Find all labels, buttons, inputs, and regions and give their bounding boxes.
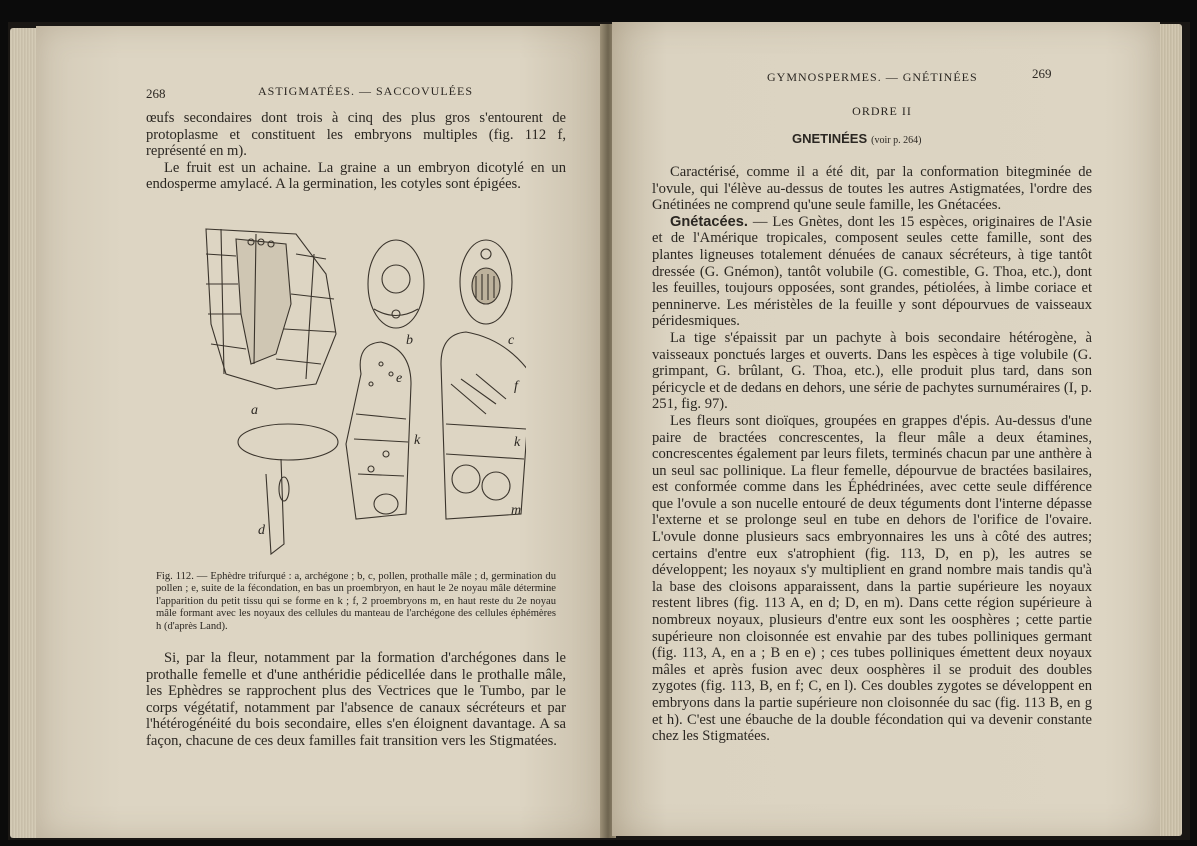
text-block-top xyxy=(146,110,566,193)
page-number: 268 xyxy=(146,86,166,101)
figure-label: k xyxy=(414,433,421,448)
section-reference: (voir p. 264) xyxy=(871,135,922,146)
figure-label: d xyxy=(258,523,265,538)
running-head: ASTIGMATÉES. — SACCOVULÉES xyxy=(258,84,474,98)
text-block xyxy=(652,164,1092,745)
figure-112-illustration xyxy=(196,214,526,564)
figure-label: k xyxy=(514,435,521,450)
figure-label: c xyxy=(508,333,515,348)
page-number: 269 xyxy=(1032,66,1052,81)
running-head: GYMNOSPERMES. — GNÉTINÉES xyxy=(767,70,978,84)
paragraph: Le fruit est un achaine. La graine a un embryon dicotylé en un endosperme amylacé. A la germination, les cotyles sont épigées. xyxy=(146,159,566,193)
proembryon-f-drawing xyxy=(441,332,526,519)
figure-label: b xyxy=(406,333,413,348)
paragraph: Les fleurs sont dioïques, groupées en grappes d'épis. Au-dessus d'une paire de bractées concrescentes, la fleur mâle a deux étamines, concrescentes également par leurs filets, terminés chacun par une anthère à un seul sac pollinique. La fleur femelle, dépourvue de bractées basilaires, est conformée comme dans les Éphédrinées, avec cette seule différence que l'ovule a son nucelle entouré de deux téguments dont l'interne dépasse l'externe et se prolonge seul en tube en dehors de l'orifice de l'ovaire. L'ovule donne plusieurs sacs embryonnaires les uns à côté des autres; certains d'entre eux s'atrophient (fig. 113, D, en p), les autres se développent; les noyaux s'y multiplient en grand nombre mais tandis qu'à la base des cloisons apparaissent, dans la partie supérieure les noyaux restent libres (fig. 113 A, en d; D, en m). Dans cette région supérieure à nombreux noyaux, plusieurs d'entre eux sont les oosphères ; cette partie supérieure non cloisonnée est envahie par des tubes polliniques germant (fig. 113, A, en a ; B en e) ; ces tubes polliniques émettent deux noyaux mâles et après fusion avec deux oosphères il se produit des doubles zygotes (fig. 113, B, en f; C, en l). Ces doubles zygotes se développent en embryons dans la partie supérieure non cloisonnée du sac (fig. 113 B, en g et h). C'est une ébauche de la double fécondation qui va devenir constante chez les Stigmatées. xyxy=(652,412,1092,745)
family-title: Gnétacées. xyxy=(670,213,748,230)
paragraph: Caractérisé, comme il a été dit, par la conformation bitegminée de l'ovule, qui l'élève au-dessus de toutes les autres Astigmatées, l'ordre des Gnétinées ne comprend qu'une seule famille, les Gnétacées. xyxy=(652,164,1092,214)
figure-label: a xyxy=(251,403,258,418)
paragraph: Si, par la fleur, notamment par la formation d'archégones dans le prothalle femelle et d'une anthéridie pédicellée dans le prothalle mâle, les Ephèdres se rapprochent plus des Vectrices que le Tumbo, par le corps végétatif, notamment par l'absence de canaux sécréteurs et par l'hétérogénéité du bois secondaire, elles s'en éloignent davantage. A sa façon, chacune de ces deux familles fait transition vers les Stigmatées. xyxy=(146,650,566,749)
paragraph-text: — Les Gnètes, dont les 15 espèces, originaires de l'Asie et de l'Amérique tropicales, composent seules cette famille, sont des plantes ligneuses totalement dénuées de canaux sécréteurs, à tige tantôt dressée (G. Gnémon), tantôt volubile (G. comestible, G. Thoa, etc.), dont les feuilles, toujours opposées, sont grandes, pétiolées, à limbe coriace et penninerve. Les méristèles de la feuille y sont dépourvues de vaisseaux péridesmiques. xyxy=(652,213,1092,330)
right-page xyxy=(612,22,1160,836)
section-heading xyxy=(792,130,1052,148)
paragraph xyxy=(652,214,1092,330)
figure-label: e xyxy=(396,371,403,386)
paragraph: La tige s'épaissit par un pachyte à bois secondaire hétérogène, à vaisseaux ponctués larges et ouverts. Dans les espèces à tige volubile (G. grimpant, G. brûlant, G. Thoa, etc.), elle produit plus tard, dans son péricycle et de dedans en dehors, une série de pachytes surnuméraires (I, p. 251, fig. 97). xyxy=(652,329,1092,413)
archegone-drawing xyxy=(206,229,336,389)
pollen-germination-d-drawing xyxy=(238,424,338,554)
figure-label: m xyxy=(511,503,522,518)
section-title: GNETINÉES xyxy=(792,131,868,146)
pollen-b-drawing xyxy=(368,240,424,328)
left-page xyxy=(36,26,604,838)
figure-label: f xyxy=(514,379,518,394)
paragraph: œufs secondaires dont trois à cinq des plus gros s'entourent de protoplasme et constituent les embryons multiples (fig. 112 f, représenté en m). xyxy=(146,110,566,160)
figure-caption: Fig. 112. — Ephèdre trifurqué : a, archégone ; b, c, pollen, prothalle mâle ; d, germination du pollen ; e, suite de la fécondation, en bas un proembryon, en haut le 2e noyau mâle détermine l'apparition du petit tissu qui se forme en k ; f, 2 proembryons m, en haut reste du 2e noyau mâle formant avec les noyaux des cellules du manteau de l'archégone des cellules éphémères h (d'après Land). xyxy=(156,571,556,632)
proembryon-e-drawing xyxy=(346,342,411,519)
order-title: ORDRE II xyxy=(852,104,912,118)
text-block-bottom xyxy=(146,650,566,750)
pollen-c-drawing xyxy=(460,240,512,324)
